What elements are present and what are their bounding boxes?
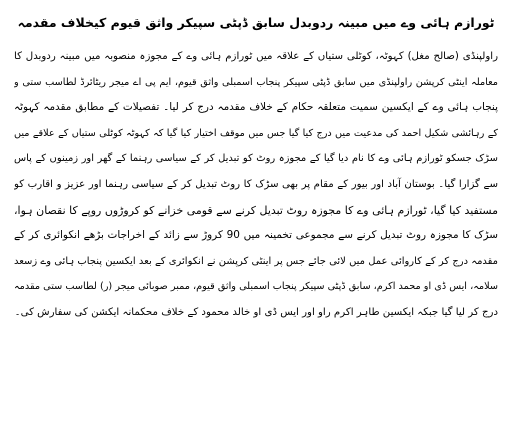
article-line: پنجاب ہائی وے کے ایکسین سمیت متعلقہ حکام کے خلاف مقدمہ درج کر لیا۔ تفصیلات کے مطابق مقدمہ کہوٹہ xyxy=(14,101,498,114)
article-body xyxy=(14,44,498,326)
headline: ٹورازم ہائی وے میں مبینہ ردوبدل سابق ڈپٹی سپیکر واثق قیوم کیخلاف مقدمہ xyxy=(17,15,495,30)
article-line: معاملہ اینٹی کرپشن راولپنڈی میں سابق ڈپٹی سپیکر پنجاب اسمبلی واثق قیوم، ایم پی اے میجر ریٹائرڈ لطاسب ستی و xyxy=(14,76,498,88)
article-line: راولپنڈی (صالح مغل) کہوٹہ، کوٹلی ستیاں کے علاقہ میں ٹورازم ہائی وے کے مجوزہ منصوبہ میں مبینہ ردوبدل کا xyxy=(14,51,498,62)
article-line: سڑک کا مجوزہ روٹ تبدیل کرنے سے مجموعی تخمینہ میں 90 کروڑ سے زائد کے اخراجات بڑھے انکوائری کر کے xyxy=(14,229,498,242)
article-line: درج کر لیا گیا جبکہ ایکسین طاہر اکرم راو اور ایس ڈی او خالد محمود کے خلاف محکمانہ ایکشن کی سفارش کی۔ xyxy=(14,306,498,318)
article-line: کے رہائشی شکیل احمد کی مدعیت میں درج کیا گیا جس میں موقف اختیار کیا گیا کہ کہوٹہ کوٹلی ستیاں کے علاقے میں xyxy=(14,127,498,139)
article-line: مستفید کیا گیا، ٹورازم ہائی وے کا مجوزہ روٹ تبدیل کرنے سے قومی خزانے کو کروڑوں روپے کا نقصان ہوا، xyxy=(14,203,498,217)
article-line: سے گزارا گیا۔ بوستان آباد اور بیور کے مقام پر بھی سڑک کا روٹ تبدیل کر کے سیاسی رہنما اور عزیز و اقارب کو xyxy=(14,178,498,190)
article-line: مقدمہ درج کر کے کاروائی عمل میں لائی جائے جس پر اینٹی کرپشن نے انکوائری کے بعد ایکسین پنجاب ہائی وے زسعد xyxy=(14,255,498,267)
article-line: سلامہ، ایس ڈی او محمد اکرم، سابق ڈپٹی سپیکر پنجاب اسمبلی واثق قیوم، ممبر صوبائی میجر (ر) لطاسب ستی مقدمہ xyxy=(14,281,498,293)
article-line: سڑک جسکو ٹورازم ہائی وے کا نام دیا گیا کے مجوزہ روٹ کو تبدیل کر کے سیاسی رہنما کے گھر اور زمینوں کے پاس xyxy=(14,153,498,165)
